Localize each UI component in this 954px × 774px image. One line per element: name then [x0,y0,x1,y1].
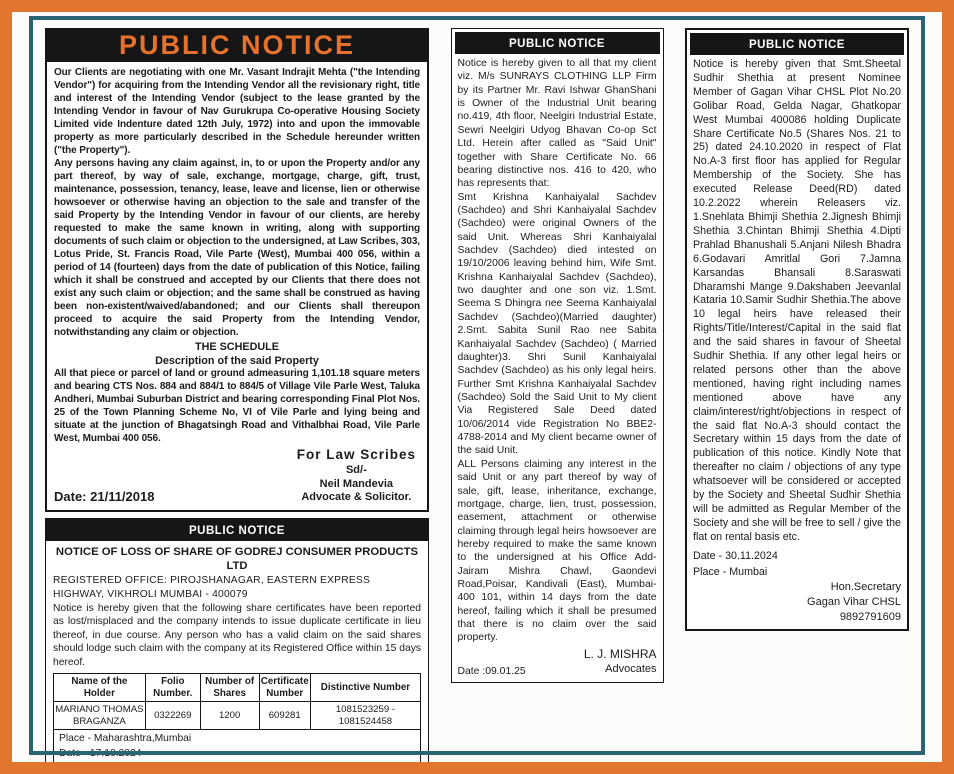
cell-number-of-shares: 1200 [200,702,259,730]
notice-header-bar [455,32,660,54]
date-place-block [693,548,901,580]
share-certificates-table [53,673,421,731]
notice-header-bar [46,519,428,541]
notice-body [47,62,427,510]
middle-column [451,28,664,683]
notices-content [45,28,909,760]
notice-paragraph: ALL Persons claiming any interest in the said Unit or any part thereof by way of sale, gift, lease, inheritance, exchange, mortgage, charge, lien, trust, possession, easement, attachment or otherwise claiming through legal heirs howsoever are hereby required to make the same known to the undersigned at his Office Add- Jairam Mishra Chawl, Gaondevi Road,Poisar, Kandivali (East), Mumbai- 400 101, within 14 days from the date hereof, failing which it shall be presumed that there is no claim over the said property. [457,458,657,644]
col-holder-name: Name of the Holder [54,673,146,702]
signatory-name: L. J. MISHRA [583,646,657,661]
notice-paragraph: Notice is hereby given that Smt.Sheetal Sudhir Shethia at present Nominee Member of Gagan Vihar CHSL Plot No.20 Golibar Road, Gelda Nagar, Ghatkopar West Mumbai 400086 holding Duplicate Share Certificate No.5 (Shares Nos. 21 to 25) dated 24.10.2020 in respect of Flat No.A-3 first floor has applied for Regular Membership of the Society. She has executed Release Deed(RD) dated 10.2.2022 wherein Releasers viz. 1.Snehlata Bhimji Shethia 2.Jignesh Bhimji Shethia 3.Chintan Bhimji Shethia 4.Dipti Prahlad Bhanushali 5.Anjani Nilesh Bhadra 6.Godavari Amritlal Gori 7.Jamna Karsandas Bhansali 8.Saraswati Dharamshi Mange 9.Dakshaben Jeevanlal Kataria 10.Samir Sudhir Shethia.The above 10 legal heirs have released their Rights/Title/Interest/Capital in the said flat and the said shares in favour of Sheetal Sudhir Shethia. If any other legal heirs or related persons other than the above mentioned, having right including names mentioned above have any claim/interest/right/objections in respect of the said flat No.A-3 should contact the Secretary within 15 days from the date of publication of this notice. Kindly Note that thereafter no claim / objections of any type whatsoever will be considered or accepted by the Society and Sheetal Sudhir Shethia will be admitted as Regular Member of the Society and she will be free to sell / give the flat on rental basis etc. [693,58,901,543]
signature-block [297,447,420,505]
table-row [54,702,421,730]
signatory-phone: 9892791609 [839,610,901,623]
notice-place: Place - Maharashtra,Mumbai [59,733,192,745]
signatory-society: Gagan Vihar CHSL [807,595,901,608]
notice-body [687,55,907,629]
notice-paragraph: Smt Krishna Kanhaiyalal Sachdev (Sachdeo) and Shri Kanhaiyalal Sachdev (Sachdeo) were original Owners of the said Unit. Whereas Shri Kanhaiyalal Sachdev (Sachdeo) died intested on 19/10/2006 leaving behind him, Wife Smt. Krishna Kanhaiyalal Sachdev (Sachdeo), two daughter and one son viz. 1.Smt. Seema S Dhingra nee Seema Kanhaiyalal Sachdev (Sachdeo)(Married daughter) 2.Smt. Sabita Sunil Rao nee Sabita Kanhaiyalal Sachdev (Sachdeo) ( Married daughter)3. Shri Sunil Kanhaiyalal Sachdev (Sachdeo) as his only legal heirs. Further Smt Krishna Kanhaiyalal Sachdev (Sachdeo) Sold the Said Unit to My client Via Registered Sale Deed dated 10/06/2014 vide Registration No BBE2-4788-2014 and My client became owner of the said Unit. [457,191,657,457]
signatory-name: Neil Mandevia [319,477,394,490]
notice-sunrays-clothing [451,28,664,683]
notice-body [452,54,663,682]
signature-block [584,646,657,677]
notice-law-scribes [45,28,429,512]
notice-date: Date: 21/11/2018 [54,489,155,505]
col-number-of-shares: Number of Shares [200,673,259,702]
notice-date: Date :09.01.25 [457,665,526,677]
notice-header-bar [47,30,427,62]
notice-paragraph: Any persons having any claim against, in, to or upon the Property and/or any part thereof, by way of sale, exchange, mortgage, charge, gift, trust, maintenance, possession, tenancy, lease, leave and license, lien or otherwise howsoever or otherwise having an objection to the sale and transfer of the said Property by the Intending Vendor in favour of our clients, are hereby requested to make the same known in writing, along with supporting documents of such claim or objection to the undersigned, at Law Scribes, 303, Lotus Pride, St. Francis Road, Vile Parte (West), Mumbai 400 056, within a period of 14 (fourteen) days from the date of publication of this Notice, failing which it shall be construed and accepted by our Clients that there does not exist any such claim or objection; and the same shall be construed as having been non-existent/waived/abandoned; and our Clients shall thereupon proceed to acquire the said Property from the Intending Vendor, notwithstanding any claim or objection. [54,158,420,338]
notice-date: Date - 17.10.2024 [59,748,142,760]
notice-body [46,541,428,769]
cell-distinctive-number: 1081523259 - 1081524458 [310,702,420,730]
cell-certificate-number: 609281 [259,702,310,730]
notice-subject-title: NOTICE OF LOSS OF SHARE OF GODREJ CONSUMER PRODUCTS LTD [55,546,419,573]
notice-footer [458,646,657,677]
signatory-title: Advocate & Solicitor. [301,491,412,504]
col-folio-number: Folio Number. [145,673,200,702]
notice-paragraph: Our Clients are negotiating with one Mr. Vasant Indrajit Mehta ("the Intending Vendor") for acquiring from the Intending Vendor all the revisionary right, title and interest of the Intending Vendor (subject to the lease granted by the Intending Vendor in favour of Nav Gurukrupa Co-operative Housing Society Limited vide Indenture dated 12th July, 1972) into and upon the immovable property as more particularly described in the Schedule hereunder written ("the Property"). [54,67,420,156]
notice-title: PUBLIC NOTICE [118,30,355,60]
col-distinctive-number: Distinctive Number [310,673,420,702]
notice-paragraph: Notice is hereby given that the following share certificates have been reported as lost/misplaced and the company intends to issue duplicate certificate in lieu thereof, in due course. Any person who has a valid claim on the said shares should lodge such claim with the company at its Registered Office within 15 days hereof. [53,603,421,668]
place-date-block [53,730,421,766]
notice-place: Place - Mumbai [693,565,768,578]
left-column [45,28,429,770]
notice-godrej-shares [45,518,429,770]
signature-for-line: For Law Scribes [296,447,416,462]
notice-paragraph: Notice is hereby given to all that my client viz. M/s SUNRAYS CLOTHING LLP Firm by its Partner Mr. Ravi Ishwar GhanShani is Owner of the Industrial Unit bearing no.419, 4th floor, Neelgiri Industrial Estate, Sewri Neelgiri Udyog Bhavan Co-op Sct Ltd. Herein after called as "Said Unit" together with Share Certificate No. 66 bearing distinctive nos. 416 to 420, who has represents that: [457,58,657,190]
col-certificate-number: Certificate Number [259,673,310,702]
notice-footer [54,447,420,505]
notice-title: PUBLIC NOTICE [749,39,845,51]
signatory-title: Hon.Secretary [830,580,901,593]
right-column [685,28,909,631]
signature-sd: Sd/- [345,463,367,476]
signatory-title: Advocates [605,663,657,675]
schedule-heading: THE SCHEDULE [195,341,279,353]
notice-gagan-vihar [685,28,909,631]
schedule-description: All that piece or parcel of land or ground admeasuring 1,101.18 square meters and bearing CTS Nos. 884 and 884/1 to 884/5 of Village Vile Parle West, Taluka Andheri, Mumbai Suburban District and bearing corresponding Final Plot Nos. 25 of the Town Planning Scheme No, VI of Vile Parle and lying being and situate at the junction of Bhagatsingh Road and Vithalbhai Road, Vile Parle West, Mumbai 400 056. [54,368,420,444]
notice-date: Date - 30.11.2024 [693,549,778,562]
registered-office: REGISTERED OFFICE: PIROJSHANAGAR, EASTERN EXPRESS HIGHWAY, VIKHROLI MUMBAI - 400079 [53,575,371,600]
notice-title: PUBLIC NOTICE [189,525,285,538]
notice-title: PUBLIC NOTICE [509,38,605,50]
cell-folio-number: 0322269 [145,702,200,730]
signature-block [693,580,901,625]
cell-holder-name: MARIANO THOMAS BRAGANZA [54,702,146,730]
schedule-subheading: Description of the said Property [155,355,319,367]
table-header-row [54,673,421,702]
notice-header-bar [690,33,904,55]
